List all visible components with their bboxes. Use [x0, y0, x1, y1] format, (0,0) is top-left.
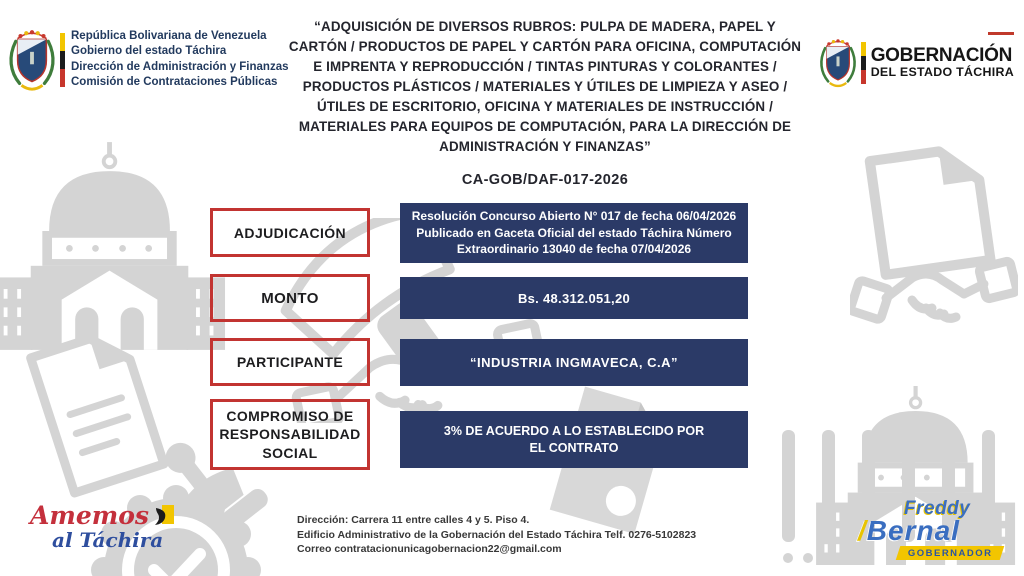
row-label-participante: PARTICIPANTE: [210, 338, 370, 386]
capitol-watermark-icon: [0, 142, 226, 350]
handshake-watermark-icon: [850, 232, 1018, 344]
governor-last-name: Bernal: [866, 515, 960, 546]
small-red-text-mark: [988, 32, 1014, 35]
row-label-adjudicacion: ADJUDICACIÓN: [210, 208, 370, 257]
slogan-word-tachira: al Táchira: [52, 528, 164, 552]
header-line-commission: Comisión de Contrataciones Públicas: [71, 75, 278, 88]
header-line-direction: Dirección de Administración y Finanzas: [71, 60, 289, 73]
header-line-country: República Bolivariana de Venezuela: [71, 30, 267, 43]
flag-stripe-icon: [861, 42, 866, 84]
slogan-word-amemos: Amemos: [30, 501, 149, 530]
governor-first-name: Freddy: [904, 498, 971, 519]
row-label-monto: MONTO: [210, 274, 370, 322]
yellow-slash-icon: /: [858, 515, 867, 546]
row-value-adjudicacion: Resolución Concurso Abierto N° 017 de fecha 06/04/2026 Publicado en Gaceta Oficial del estado Táchira Número Extraordinario 13040 de fecha 07/04/2026: [400, 203, 748, 263]
governorate-wordmark-sub: DEL ESTADO TÁCHIRA: [870, 65, 1014, 79]
speech-flag-icon: [153, 504, 175, 528]
slogan-logo: [30, 503, 175, 551]
header-line-government: Gobierno del estado Táchira: [71, 45, 227, 58]
address-line: Dirección: Carrera 11 entre calles 4 y 5. Piso 4.: [297, 514, 530, 526]
row-value-compromiso: 3% DE ACUERDO A LO ESTABLECIDO POR EL CONTRATO: [400, 411, 748, 468]
address-line-email: Correo contratacionunicagobernacion22@gmail.com: [297, 543, 562, 556]
row-label-compromiso: COMPROMISO DE RESPONSABILIDAD SOCIAL: [210, 399, 370, 470]
contact-block: [297, 513, 696, 557]
governor-title-banner: [896, 546, 1005, 560]
row-value-monto: Bs. 48.312.051,20: [400, 277, 748, 319]
governor-title: GOBERNADOR: [907, 547, 993, 559]
reference-code: CA-GOB/DAF-017-2026: [461, 172, 629, 188]
flag-stripe-icon: [60, 33, 65, 87]
header-left: [8, 26, 289, 93]
procurement-title: “ADQUISICIÓN DE DIVERSOS RUBROS: PULPA DE MADERA, PAPEL Y CARTÓN / PRODUCTOS DE PAPEL Y CARTÓN PARA OFICINA, COMPUTACIÓN E IMPRENTA Y REPRODUCCIÓN / TINTAS PINTURAS Y COLORANTES / PRODUCTOS PLÁSTICOS / MATERIALES Y ÚTILES DE LIMPIEZA Y ASEO / ÚTILES DE ESCRITORIO, OFICINA Y MATERIALES DE INSTRUCCIÓN / MATERIALES PARA EQUIPOS DE COMPUTACIÓN, PARA LA DIRECCIÓN DE ADMINISTRACIÓN Y FINANZAS”: [288, 19, 802, 154]
address-line-building-phone: Edificio Administrativo de la Gobernación del Estado Táchira Telf. 0276-5102823: [297, 528, 697, 541]
tachira-coat-of-arms-icon: [8, 26, 56, 93]
governorate-wordmark: GOBERNACIÓN: [870, 45, 1013, 66]
governor-logo: [858, 500, 1008, 560]
tachira-coat-of-arms-icon: [819, 36, 857, 89]
row-value-participante: “INDUSTRIA INGMAVECA, C.A”: [400, 339, 748, 386]
header-right: [819, 36, 1014, 89]
